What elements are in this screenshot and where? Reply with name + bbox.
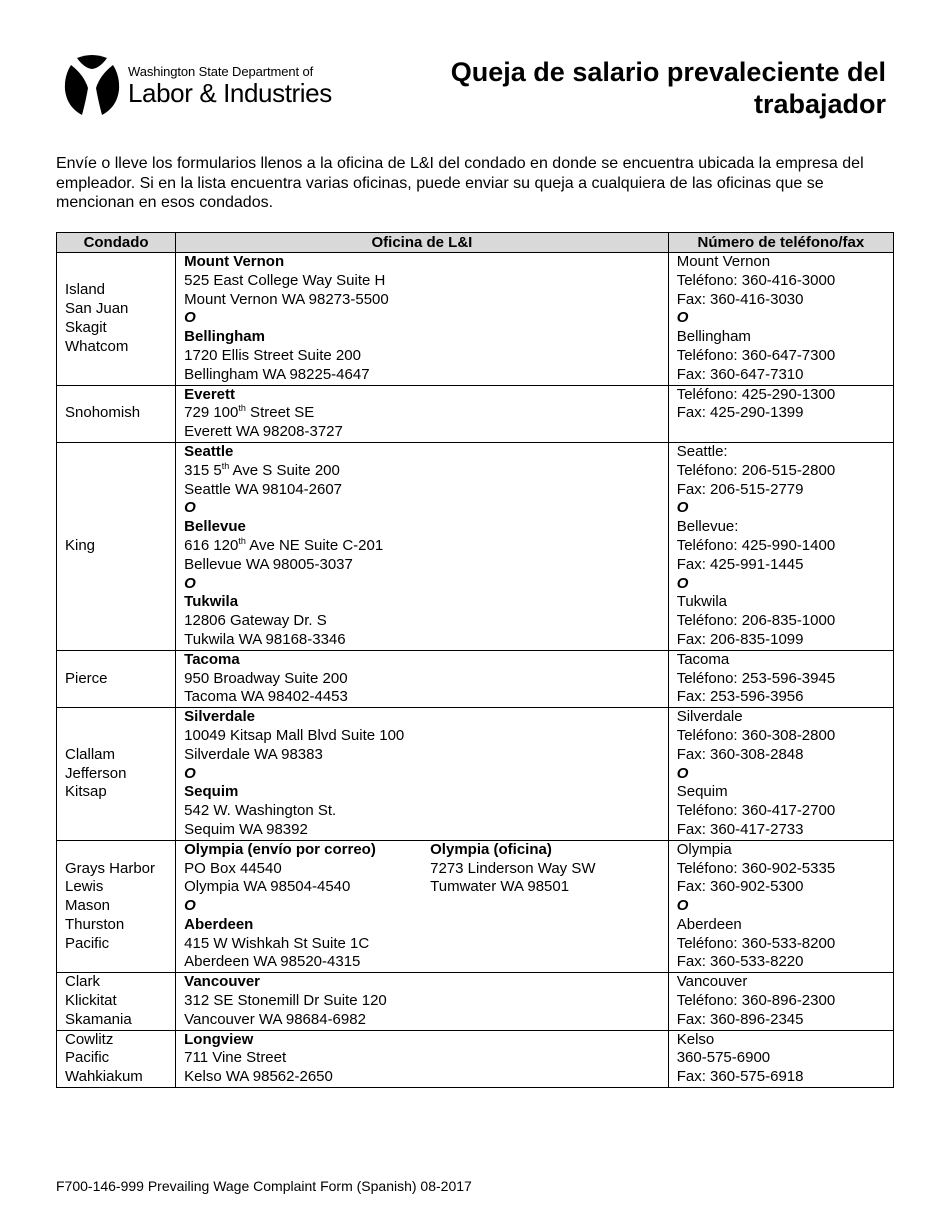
fax-number: Fax: 425-290-1399 [676, 404, 804, 422]
phone-cell [668, 1030, 893, 1087]
office-cell [176, 442, 669, 650]
fax-number: Fax: 360-416-3030 [676, 290, 804, 308]
office-address: 7273 Linderson Way SW [430, 859, 596, 877]
county-name: Cowlitz [65, 1030, 114, 1048]
phone-cell [668, 253, 893, 386]
office-address: 525 East College Way Suite H [184, 271, 386, 289]
or-separator: O [676, 574, 689, 592]
phone-number: 360-575-6900 [676, 1049, 771, 1067]
fax-number: Fax: 206-835-1099 [676, 630, 804, 648]
county-name: Jefferson [65, 764, 127, 782]
county-cell [57, 650, 176, 707]
table-header-row [57, 233, 894, 253]
agency-logo [62, 54, 342, 118]
table-row [57, 1030, 894, 1087]
office-name: Silverdale [184, 708, 256, 726]
county-name: Whatcom [65, 337, 129, 355]
phone-label: Kelso [676, 1030, 715, 1048]
office-name: Bellevue [184, 518, 246, 536]
office-name: Olympia (oficina) [430, 840, 552, 858]
office-address: 12806 Gateway Dr. S [184, 612, 327, 630]
office-address: Tacoma WA 98402-4453 [184, 688, 348, 706]
phone-number: Teléfono: 360-533-8200 [676, 934, 836, 952]
table-row [57, 973, 894, 1030]
county-name: Skagit [65, 318, 107, 336]
office-name: Olympia (envío por correo) [184, 840, 376, 858]
table-row [57, 650, 894, 707]
county-name: Mason [65, 897, 111, 915]
office-name: Tukwila [184, 593, 239, 611]
county-name: Thurston [65, 915, 125, 933]
table-row [57, 840, 894, 973]
fax-number: Fax: 360-647-7310 [676, 365, 804, 383]
office-name: Tacoma [184, 650, 240, 668]
phone-label: Bellevue: [676, 518, 739, 536]
office-cell [176, 1030, 669, 1087]
county-name: Pierce [65, 669, 108, 687]
table-row [57, 253, 894, 386]
phone-label: Sequim [676, 783, 728, 801]
or-separator: O [184, 309, 196, 327]
office-address: 10049 Kitsap Mall Blvd Suite 100 [184, 726, 405, 744]
office-address: Seattle WA 98104-2607 [184, 480, 343, 498]
table-row [57, 442, 894, 650]
office-address: Tumwater WA 98501 [430, 878, 570, 896]
fax-number: Fax: 360-575-6918 [676, 1068, 804, 1086]
olympia-walkin-office [430, 841, 595, 897]
phone-cell [668, 840, 893, 973]
county-name: Wahkiakum [65, 1068, 143, 1086]
office-address: Bellevue WA 98005-3037 [184, 555, 353, 573]
header-telefono: Número de teléfono/fax [668, 233, 893, 253]
office-cell [176, 973, 669, 1030]
phone-number: Teléfono: 253-596-3945 [676, 669, 836, 687]
office-name: Everett [184, 385, 235, 403]
fax-number: Fax: 206-515-2779 [676, 480, 804, 498]
phone-cell [668, 650, 893, 707]
phone-number: Teléfono: 360-896-2300 [676, 992, 836, 1010]
or-separator: O [676, 309, 689, 327]
phone-number: Teléfono: 360-308-2800 [676, 726, 836, 744]
phone-label: Bellingham [676, 328, 751, 346]
county-cell [57, 840, 176, 973]
county-name: King [65, 536, 96, 554]
county-name: Clallam [65, 745, 116, 763]
office-address: 729 100th Street SE [184, 403, 315, 422]
logo-line-1: Washington State Department of [128, 64, 314, 79]
lni-logo-icon [62, 54, 122, 118]
office-cell [176, 253, 669, 386]
phone-cell [668, 442, 893, 650]
county-name: Kitsap [65, 783, 107, 801]
fax-number: Fax: 253-596-3956 [676, 688, 804, 706]
or-separator: O [184, 897, 196, 915]
office-address: Silverdale WA 98383 [184, 745, 323, 763]
office-address: Mount Vernon WA 98273-5500 [184, 290, 389, 308]
office-address: 315 5th Ave S Suite 200 [184, 460, 340, 479]
page-title: Queja de salario prevaleciente del trabajador [450, 57, 886, 119]
office-address: 415 W Wishkah St Suite 1C [184, 934, 370, 952]
office-name: Vancouver [184, 973, 261, 991]
office-address: Tukwila WA 98168-3346 [184, 630, 346, 648]
header-condado: Condado [57, 233, 176, 253]
county-name: San Juan [65, 299, 129, 317]
office-address: Sequim WA 98392 [184, 820, 308, 838]
county-name: Skamania [65, 1010, 132, 1028]
phone-number: Teléfono: 360-902-5335 [676, 859, 836, 877]
county-name: Pacific [65, 934, 110, 952]
fax-number: Fax: 360-902-5300 [676, 878, 804, 896]
phone-number: Teléfono: 206-835-1000 [676, 612, 836, 630]
office-address: PO Box 44540 [184, 859, 282, 877]
or-separator: O [676, 897, 689, 915]
phone-label: Mount Vernon [676, 253, 771, 270]
county-cell [57, 1030, 176, 1087]
olympia-mail-office [184, 841, 430, 897]
office-address: Kelso WA 98562-2650 [184, 1068, 333, 1086]
or-separator: O [184, 764, 196, 782]
county-cell [57, 385, 176, 442]
phone-number: Teléfono: 360-416-3000 [676, 271, 836, 289]
offices-table [56, 232, 894, 1088]
office-name: Seattle [184, 442, 234, 460]
phone-label: Aberdeen [676, 915, 742, 933]
office-name: Bellingham [184, 328, 265, 346]
phone-label: Tacoma [676, 650, 730, 668]
phone-number: Teléfono: 206-515-2800 [676, 461, 836, 479]
county-name: Grays Harbor [65, 859, 156, 877]
or-separator: O [184, 574, 196, 592]
phone-label: Olympia [676, 840, 732, 858]
office-address: Vancouver WA 98684-6982 [184, 1010, 366, 1028]
table-row [57, 708, 894, 841]
county-cell [57, 973, 176, 1030]
office-cell [176, 840, 669, 973]
fax-number: Fax: 360-896-2345 [676, 1010, 804, 1028]
office-address: 1720 Ellis Street Suite 200 [184, 346, 361, 364]
office-cell [176, 708, 669, 841]
fax-number: Fax: 360-308-2848 [676, 745, 804, 763]
phone-label: Seattle: [676, 442, 728, 460]
county-name: Island [65, 281, 106, 299]
phone-number: Teléfono: 425-290-1300 [676, 385, 836, 403]
county-name: Lewis [65, 878, 104, 896]
office-address: 312 SE Stonemill Dr Suite 120 [184, 992, 387, 1010]
intro-paragraph: Envíe o lleve los formularios llenos a la oficina de L&I del condado en donde se encuentra ubicada la empresa del empleador. Si en la lista encuentra varias oficinas, puede enviar su queja a cualquiera de las oficinas que se mencionan en esos condados. [56, 155, 864, 211]
office-address: 950 Broadway Suite 200 [184, 669, 348, 687]
office-address: Bellingham WA 98225-4647 [184, 365, 370, 383]
office-address: Everett WA 98208-3727 [184, 423, 343, 441]
office-name: Sequim [184, 783, 239, 801]
phone-cell [668, 385, 893, 442]
or-separator: O [184, 499, 196, 517]
office-name: Mount Vernon [184, 253, 285, 270]
fax-number: Fax: 425-991-1445 [676, 555, 804, 573]
county-cell [57, 442, 176, 650]
office-address: Aberdeen WA 98520-4315 [184, 953, 361, 971]
phone-number: Teléfono: 360-647-7300 [676, 346, 836, 364]
logo-line-2: Labor & Industries [128, 78, 332, 108]
fax-number: Fax: 360-417-2733 [676, 820, 804, 838]
office-name: Longview [184, 1030, 254, 1048]
header-oficina: Oficina de L&I [176, 233, 669, 253]
olympia-offices [184, 841, 660, 897]
county-cell [57, 253, 176, 386]
county-name: Klickitat [65, 992, 117, 1010]
office-name: Aberdeen [184, 915, 254, 933]
phone-cell [668, 708, 893, 841]
office-address: 542 W. Washington St. [184, 802, 337, 820]
county-name: Pacific [65, 1049, 110, 1067]
office-address: 711 Vine Street [184, 1049, 287, 1067]
phone-number: Teléfono: 425-990-1400 [676, 536, 836, 554]
or-separator: O [676, 499, 689, 517]
table-row [57, 385, 894, 442]
office-cell [176, 385, 669, 442]
county-cell [57, 708, 176, 841]
office-address: Olympia WA 98504-4540 [184, 878, 351, 896]
phone-label: Tukwila [676, 593, 728, 611]
or-separator: O [676, 764, 689, 782]
fax-number: Fax: 360-533-8220 [676, 953, 804, 971]
phone-label: Silverdale [676, 708, 743, 726]
office-cell [176, 650, 669, 707]
county-name: Clark [65, 973, 101, 991]
phone-number: Teléfono: 360-417-2700 [676, 802, 836, 820]
form-footer: F700-146-999 Prevailing Wage Complaint Form (Spanish) 08-2017 [56, 1178, 472, 1194]
office-address: 616 120th Ave NE Suite C-201 [184, 535, 384, 554]
logo-wordmark [128, 64, 332, 107]
phone-label: Vancouver [676, 973, 748, 991]
county-name: Snohomish [65, 404, 141, 422]
phone-cell [668, 973, 893, 1030]
